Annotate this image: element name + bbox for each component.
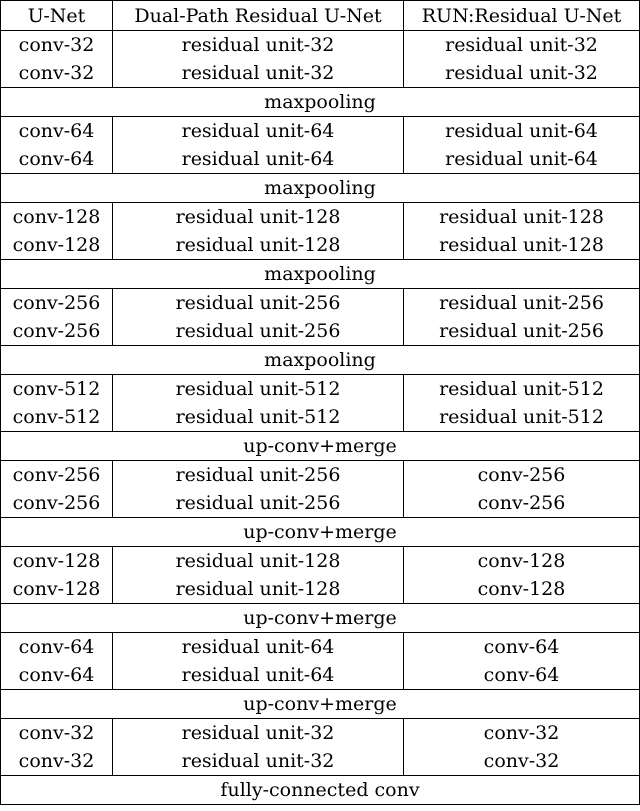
dual-path-cell: residual unit-64 (113, 145, 404, 174)
separator-row (1, 346, 640, 375)
dual-path-cell: residual unit-32 (113, 31, 404, 60)
run-cell: residual unit-128 (404, 231, 640, 260)
table-row (1, 203, 640, 232)
unet-cell: conv-128 (1, 231, 113, 260)
table-row (1, 489, 640, 518)
unet-cell: conv-512 (1, 375, 113, 404)
run-cell: conv-256 (404, 489, 640, 518)
table-row (1, 661, 640, 690)
table-row (1, 747, 640, 776)
unet-cell: conv-128 (1, 575, 113, 604)
separator-row (1, 518, 640, 547)
table-row (1, 231, 640, 260)
operation-label: maxpooling (1, 88, 640, 117)
run-cell: conv-128 (404, 547, 640, 576)
run-cell: conv-32 (404, 747, 640, 776)
dual-path-cell: residual unit-128 (113, 547, 404, 576)
unet-cell: conv-64 (1, 661, 113, 690)
dual-path-cell: residual unit-64 (113, 117, 404, 146)
run-cell: residual unit-128 (404, 203, 640, 232)
dual-path-cell: residual unit-64 (113, 661, 404, 690)
separator-row (1, 260, 640, 289)
table-row (1, 547, 640, 576)
run-cell: conv-64 (404, 633, 640, 662)
unet-cell: conv-32 (1, 747, 113, 776)
unet-cell: conv-64 (1, 145, 113, 174)
unet-cell: conv-512 (1, 403, 113, 432)
separator-row (1, 690, 640, 719)
separator-row (1, 604, 640, 633)
operation-label: maxpooling (1, 346, 640, 375)
header-dual-path-residual-unet: Dual-Path Residual U-Net (113, 1, 404, 31)
dual-path-cell: residual unit-256 (113, 461, 404, 490)
unet-cell: conv-64 (1, 633, 113, 662)
run-cell: residual unit-256 (404, 289, 640, 318)
dual-path-cell: residual unit-256 (113, 317, 404, 346)
unet-cell: conv-256 (1, 489, 113, 518)
unet-cell: conv-256 (1, 289, 113, 318)
dual-path-cell: residual unit-256 (113, 489, 404, 518)
table-row (1, 145, 640, 174)
separator-row (1, 776, 640, 805)
dual-path-cell: residual unit-128 (113, 203, 404, 232)
table-row (1, 59, 640, 88)
operation-label: fully-connected conv (1, 776, 640, 805)
dual-path-cell: residual unit-32 (113, 719, 404, 748)
table-row (1, 117, 640, 146)
unet-cell: conv-32 (1, 719, 113, 748)
dual-path-cell: residual unit-32 (113, 747, 404, 776)
operation-label: up-conv+merge (1, 604, 640, 633)
table-row (1, 461, 640, 490)
unet-cell: conv-32 (1, 31, 113, 60)
run-cell: residual unit-64 (404, 117, 640, 146)
dual-path-cell: residual unit-32 (113, 59, 404, 88)
table-row (1, 575, 640, 604)
dual-path-cell: residual unit-128 (113, 575, 404, 604)
table-row (1, 375, 640, 404)
separator-row (1, 432, 640, 461)
run-cell: residual unit-512 (404, 403, 640, 432)
dual-path-cell: residual unit-512 (113, 403, 404, 432)
run-cell: conv-32 (404, 719, 640, 748)
separator-row (1, 88, 640, 117)
run-cell: residual unit-32 (404, 59, 640, 88)
separator-row (1, 174, 640, 203)
unet-cell: conv-32 (1, 59, 113, 88)
operation-label: maxpooling (1, 174, 640, 203)
unet-cell: conv-128 (1, 547, 113, 576)
unet-cell: conv-64 (1, 117, 113, 146)
dual-path-cell: residual unit-512 (113, 375, 404, 404)
run-cell: conv-64 (404, 661, 640, 690)
table-row (1, 317, 640, 346)
run-cell: conv-256 (404, 461, 640, 490)
operation-label: maxpooling (1, 260, 640, 289)
unet-cell: conv-256 (1, 317, 113, 346)
run-cell: residual unit-64 (404, 145, 640, 174)
header-row (1, 1, 640, 31)
header-unet: U-Net (1, 1, 113, 31)
operation-label: up-conv+merge (1, 690, 640, 719)
operation-label: up-conv+merge (1, 518, 640, 547)
table-row (1, 31, 640, 60)
unet-cell: conv-128 (1, 203, 113, 232)
run-cell: conv-128 (404, 575, 640, 604)
table-row (1, 719, 640, 748)
run-cell: residual unit-256 (404, 317, 640, 346)
table-row (1, 403, 640, 432)
dual-path-cell: residual unit-64 (113, 633, 404, 662)
operation-label: up-conv+merge (1, 432, 640, 461)
table-row (1, 633, 640, 662)
dual-path-cell: residual unit-128 (113, 231, 404, 260)
table-row (1, 289, 640, 318)
run-cell: residual unit-512 (404, 375, 640, 404)
dual-path-cell: residual unit-256 (113, 289, 404, 318)
run-cell: residual unit-32 (404, 31, 640, 60)
header-run-residual-unet: RUN:Residual U-Net (404, 1, 640, 31)
unet-cell: conv-256 (1, 461, 113, 490)
